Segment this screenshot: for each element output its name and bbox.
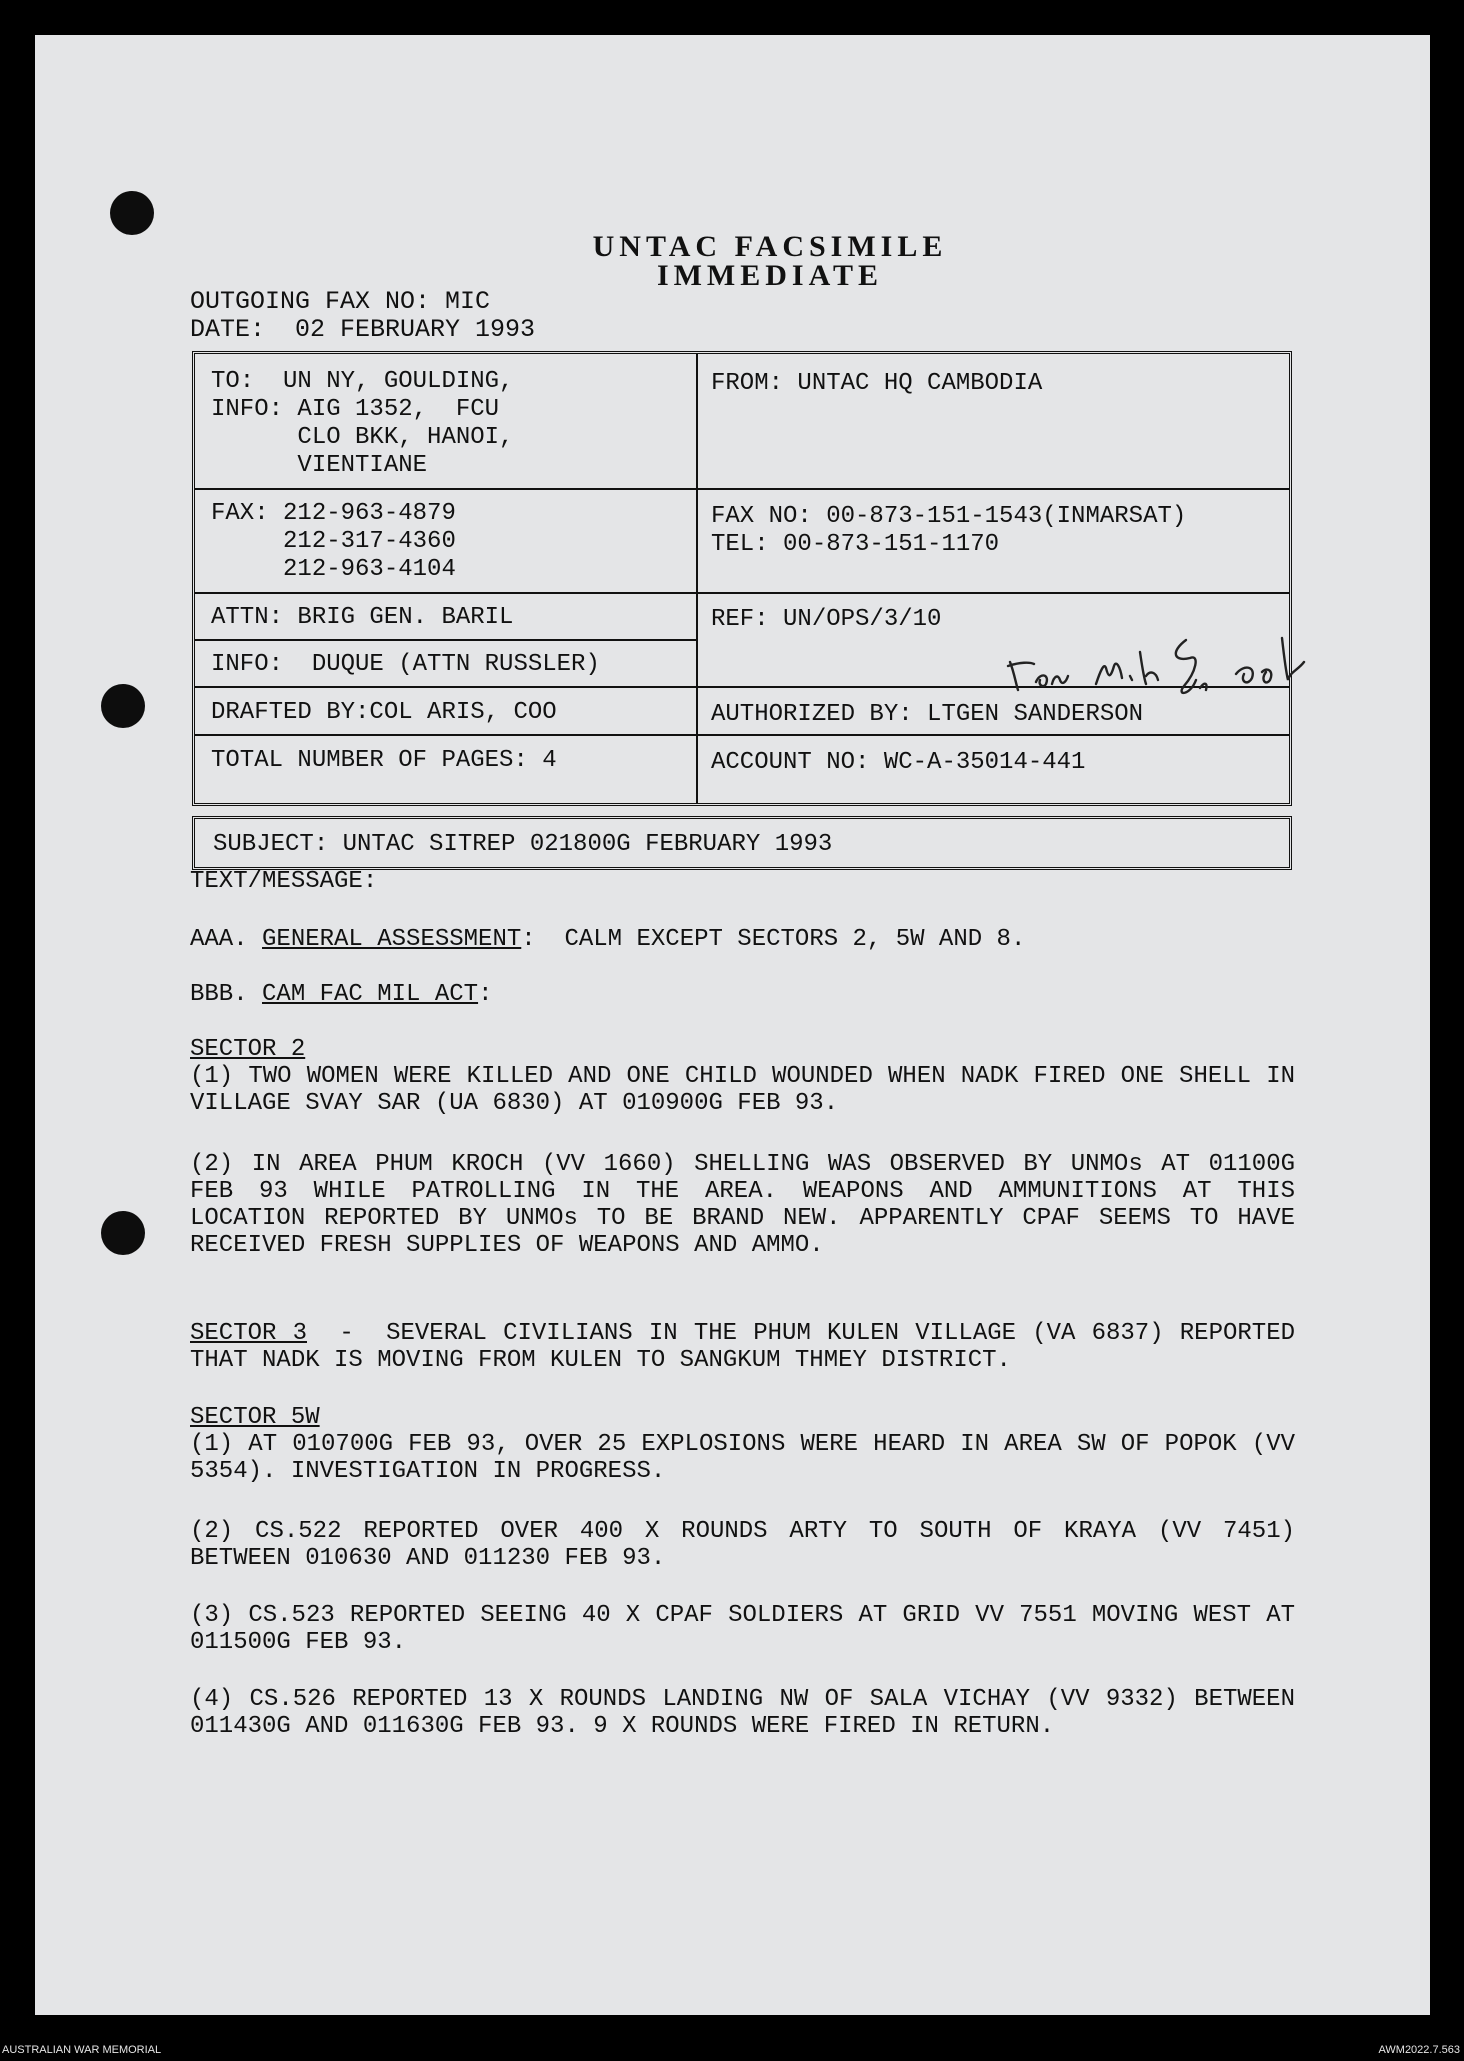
ref-field: REF: UN/OPS/3/10 xyxy=(711,606,942,633)
sector-5w-item-1: (1) AT 010700G FEB 93, OVER 25 EXPLOSIONS WERE HEARD IN AREA SW OF POPOK (VV 5354). INVESTIGATION IN PROGRESS. xyxy=(190,1431,1295,1485)
aaa-heading: GENERAL ASSESSMENT xyxy=(262,926,522,953)
table-divider xyxy=(195,592,1289,594)
message-label: TEXT/MESSAGE: xyxy=(190,868,378,895)
fax-numbers: FAX: 212-963-4879 212-317-4360 212-963-4104 xyxy=(211,500,456,583)
outgoing-fax-number: OUTGOING FAX NO: MIC xyxy=(190,287,491,316)
sector-5w-item-3-block xyxy=(190,1602,1295,1656)
sector-5w-item-3: (3) CS.523 REPORTED SEEING 40 X CPAF SOLDIERS AT GRID VV 7551 MOVING WEST AT 011500G FEB 93. xyxy=(190,1602,1295,1656)
subject-box xyxy=(192,816,1292,870)
sector-3-section xyxy=(190,1320,1310,1374)
sector-5w-item-4: (4) CS.526 REPORTED 13 X ROUNDS LANDING NW OF SALA VICHAY (VV 9332) BETWEEN 011430G AND 011630G FEB 93. 9 X ROUNDS WERE FIRED IN RETURN. xyxy=(190,1686,1295,1740)
total-pages: TOTAL NUMBER OF PAGES: 4 xyxy=(211,747,557,774)
sector-3-heading: SECTOR 3 xyxy=(190,1320,307,1347)
table-divider xyxy=(195,488,1289,490)
punch-hole xyxy=(101,1211,145,1255)
drafted-by: DRAFTED BY:COL ARIS, COO xyxy=(211,699,557,726)
archive-reference: AWM2022.7.563 xyxy=(1378,2044,1460,2056)
table-divider xyxy=(195,734,1289,736)
authorized-by: AUTHORIZED BY: LTGEN SANDERSON xyxy=(711,701,1144,728)
sector-3-paragraph xyxy=(190,1320,1310,1374)
sender-fax-tel: FAX NO: 00-873-151-1543(INMARSAT) TEL: 00-873-151-1170 xyxy=(711,503,1187,558)
fax-priority: IMMEDIATE xyxy=(656,259,884,292)
fax-title: UNTAC FACSIMILE xyxy=(592,230,948,263)
handwritten-signature xyxy=(1000,632,1320,702)
aaa-text: : CALM EXCEPT SECTORS 2, 5W AND 8. xyxy=(521,926,1026,953)
archive-credit: AUSTRALIAN WAR MEMORIAL xyxy=(2,2044,162,2056)
attn-field: ATTN: BRIG GEN. BARIL xyxy=(211,604,514,631)
table-divider xyxy=(195,639,696,641)
sector-2-heading: SECTOR 2 xyxy=(190,1036,306,1063)
subject-line: SUBJECT: UNTAC SITREP 021800G FEBRUARY 1993 xyxy=(213,831,833,858)
bbb-prefix: BBB. xyxy=(190,981,263,1008)
bbb-heading: CAM FAC MIL ACT xyxy=(262,981,479,1008)
aaa-line xyxy=(190,926,1295,953)
sector-5w-item-4-block xyxy=(190,1686,1295,1740)
from-field: FROM: UNTAC HQ CAMBODIA xyxy=(711,370,1043,397)
punch-hole xyxy=(101,684,145,728)
bbb-line xyxy=(190,981,1295,1008)
sector-5w-item-2-block xyxy=(190,1518,1295,1572)
routing-table xyxy=(192,351,1292,806)
bbb-text: : xyxy=(478,981,493,1008)
to-field: TO: UN NY, GOULDING, INFO: AIG 1352, FCU CLO BKK, HANOI, VIENTIANE xyxy=(211,368,514,479)
aaa-prefix: AAA. xyxy=(190,926,263,953)
fax-date: DATE: 02 FEBRUARY 1993 xyxy=(190,315,536,344)
account-number: ACCOUNT NO: WC-A-35014-441 xyxy=(711,749,1086,776)
sector-2-item-2-block xyxy=(190,1151,1295,1259)
sector-3-text: - SEVERAL CIVILIANS IN THE PHUM KULEN VILLAGE (VA 6837) REPORTED THAT NADK IS MOVING FROM KULEN TO SANGKUM THMEY DISTRICT. xyxy=(190,1320,1310,1374)
sector-2-item-1: (1) TWO WOMEN WERE KILLED AND ONE CHILD WOUNDED WHEN NADK FIRED ONE SHELL IN VILLAGE SVAY SAR (UA 6830) AT 010900G FEB 93. xyxy=(190,1063,1295,1117)
info-field: INFO: DUQUE (ATTN RUSSLER) xyxy=(211,651,600,678)
sector-2-item-2: (2) IN AREA PHUM KROCH (VV 1660) SHELLING WAS OBSERVED BY UNMOs AT 01100G FEB 93 WHILE PATROLLING IN THE AREA. WEAPONS AND AMMUNITIONS AT THIS LOCATION REPORTED BY UNMOs TO BE BRAND NEW. APPARENTLY CPAF SEEMS TO HAVE RECEIVED FRESH SUPPLIES OF WEAPONS AND AMMO. xyxy=(190,1151,1295,1259)
sector-2-section xyxy=(190,1036,1295,1117)
punch-hole xyxy=(110,191,154,235)
sector-5w-heading: SECTOR 5W xyxy=(190,1404,320,1431)
sector-5w-section xyxy=(190,1404,1295,1485)
sector-5w-item-2: (2) CS.522 REPORTED OVER 400 X ROUNDS ARTY TO SOUTH OF KRAYA (VV 7451) BETWEEN 010630 AND 011230 FEB 93. xyxy=(190,1518,1295,1572)
